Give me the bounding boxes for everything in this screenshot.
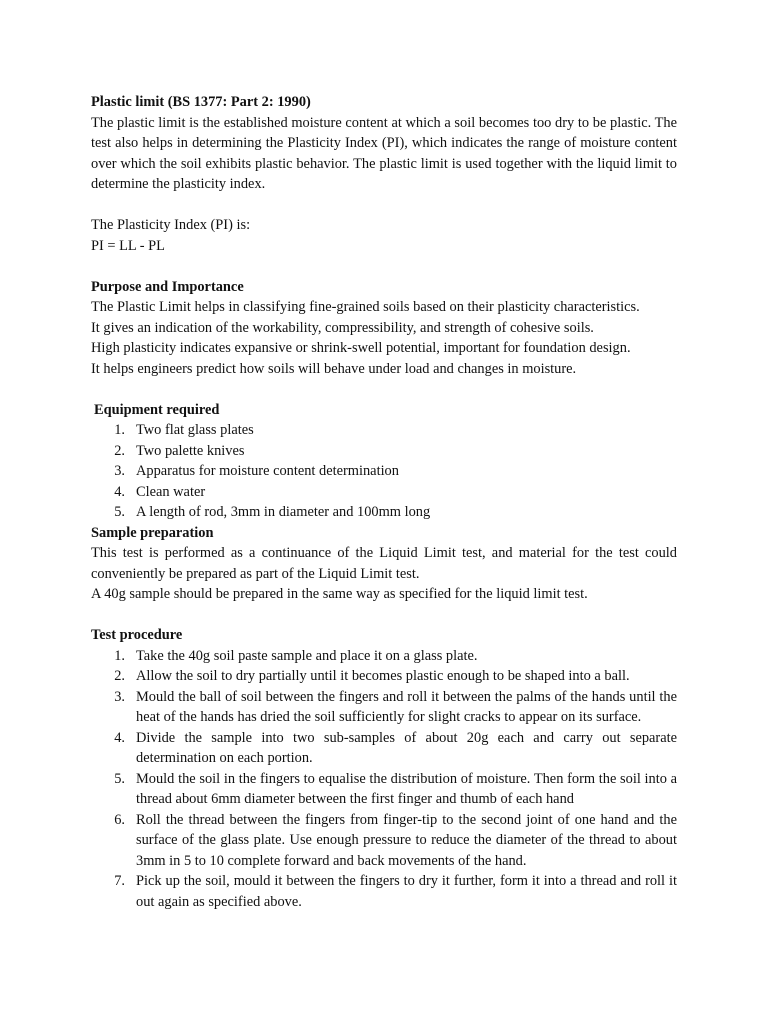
list-number: 4. [114, 483, 125, 500]
plastic-limit-heading: Plastic limit (BS 1377: Part 2: 1990) [91, 94, 311, 110]
sample-preparation-heading: Sample preparation [91, 524, 214, 541]
list-item [91, 769, 677, 810]
list-item [91, 646, 677, 667]
list-text: Take the 40g soil paste sample and place it on a glass plate. [136, 647, 478, 664]
list-text: Allow the soil to dry partially until it becomes plastic enough to be shaped into a ball. [136, 668, 630, 684]
plasticity-index-label: The Plasticity Index (PI) is: [91, 217, 251, 233]
list-number: 7. [114, 873, 125, 889]
test-procedure-list [91, 646, 677, 913]
document-page [91, 92, 677, 912]
list-text: Roll the thread between the fingers from finger-tip to the second joint of one hand and the surface of the glass plate. Use enough pressure to reduce the diameter of the thread to about 3mm in 5 to 10 complete forward and back movements of the hand. [136, 811, 677, 869]
list-text: Mould the soil in the fingers to equalise the distribution of moisture. Then form the soil into a thread about 6mm diameter between the first finger and thumb of each hand [136, 770, 677, 807]
spacer [91, 605, 677, 626]
purpose-line: The Plastic Limit helps in classifying fine-grained soils based on their plasticity characteristics. [91, 299, 640, 315]
sample-preparation-paragraph: A 40g sample should be prepared in the same way as specified for the liquid limit test. [91, 586, 588, 602]
list-item [91, 687, 677, 728]
list-text: Mould the ball of soil between the fingers and roll it between the palms of the hands until the heat of the hands has dried the soil sufficiently for slight cracks to appear on its surface. [136, 688, 677, 725]
purpose-heading: Purpose and Importance [91, 278, 244, 295]
list-text: A length of rod, 3mm in diameter and 100mm long [136, 504, 431, 520]
equipment-list [91, 420, 677, 523]
list-number: 5. [114, 504, 125, 520]
list-item [91, 871, 677, 912]
list-item [91, 482, 677, 503]
list-item [91, 502, 677, 523]
list-item [91, 420, 677, 441]
plastic-limit-intro: The plastic limit is the established moisture content at which a soil becomes too dry to be plastic. The test also helps in determining the Plasticity Index (PI), which indicates the range of moisture content over which the soil exhibits plastic behavior. The plastic limit is used together with the liquid limit to determine the plasticity index. [91, 114, 677, 192]
purpose-line: It gives an indication of the workability, compressibility, and strength of cohesive soils. [91, 319, 594, 336]
list-text: Clean water [136, 483, 206, 500]
purpose-line: High plasticity indicates expansive or shrink-swell potential, important for foundation design. [91, 340, 631, 356]
list-number: 2. [114, 442, 125, 459]
list-item [91, 728, 677, 769]
list-number: 1. [114, 422, 125, 438]
list-number: 6. [114, 811, 125, 828]
list-number: 2. [114, 668, 125, 684]
test-procedure-heading: Test procedure [91, 627, 183, 643]
sample-preparation-paragraph: This test is performed as a continuance of the Liquid Limit test, and material for the test could conveniently be prepared as part of the Liquid Limit test. [91, 545, 677, 582]
list-number: 3. [114, 463, 125, 479]
list-number: 4. [114, 729, 125, 746]
equipment-heading: Equipment required [94, 401, 220, 418]
list-text: Divide the sample into two sub-samples of about 20g each and carry out separate determination on each portion. [136, 729, 677, 766]
list-number: 3. [114, 688, 125, 705]
list-text: Two palette knives [136, 442, 245, 459]
list-item [91, 441, 677, 462]
purpose-line: It helps engineers predict how soils will behave under load and changes in moisture. [91, 360, 577, 377]
list-text: Apparatus for moisture content determination [136, 463, 399, 479]
list-item [91, 461, 677, 482]
plasticity-index-formula: PI = LL - PL [91, 237, 165, 254]
list-number: 5. [114, 770, 125, 787]
spacer [91, 256, 677, 277]
list-number: 1. [114, 647, 125, 664]
list-item [91, 810, 677, 872]
list-text: Two flat glass plates [136, 422, 254, 438]
spacer [91, 379, 677, 400]
list-item [91, 666, 677, 687]
list-text: Pick up the soil, mould it between the fingers to dry it further, form it into a thread and roll it out again as specified above. [136, 873, 677, 910]
spacer [91, 195, 677, 216]
